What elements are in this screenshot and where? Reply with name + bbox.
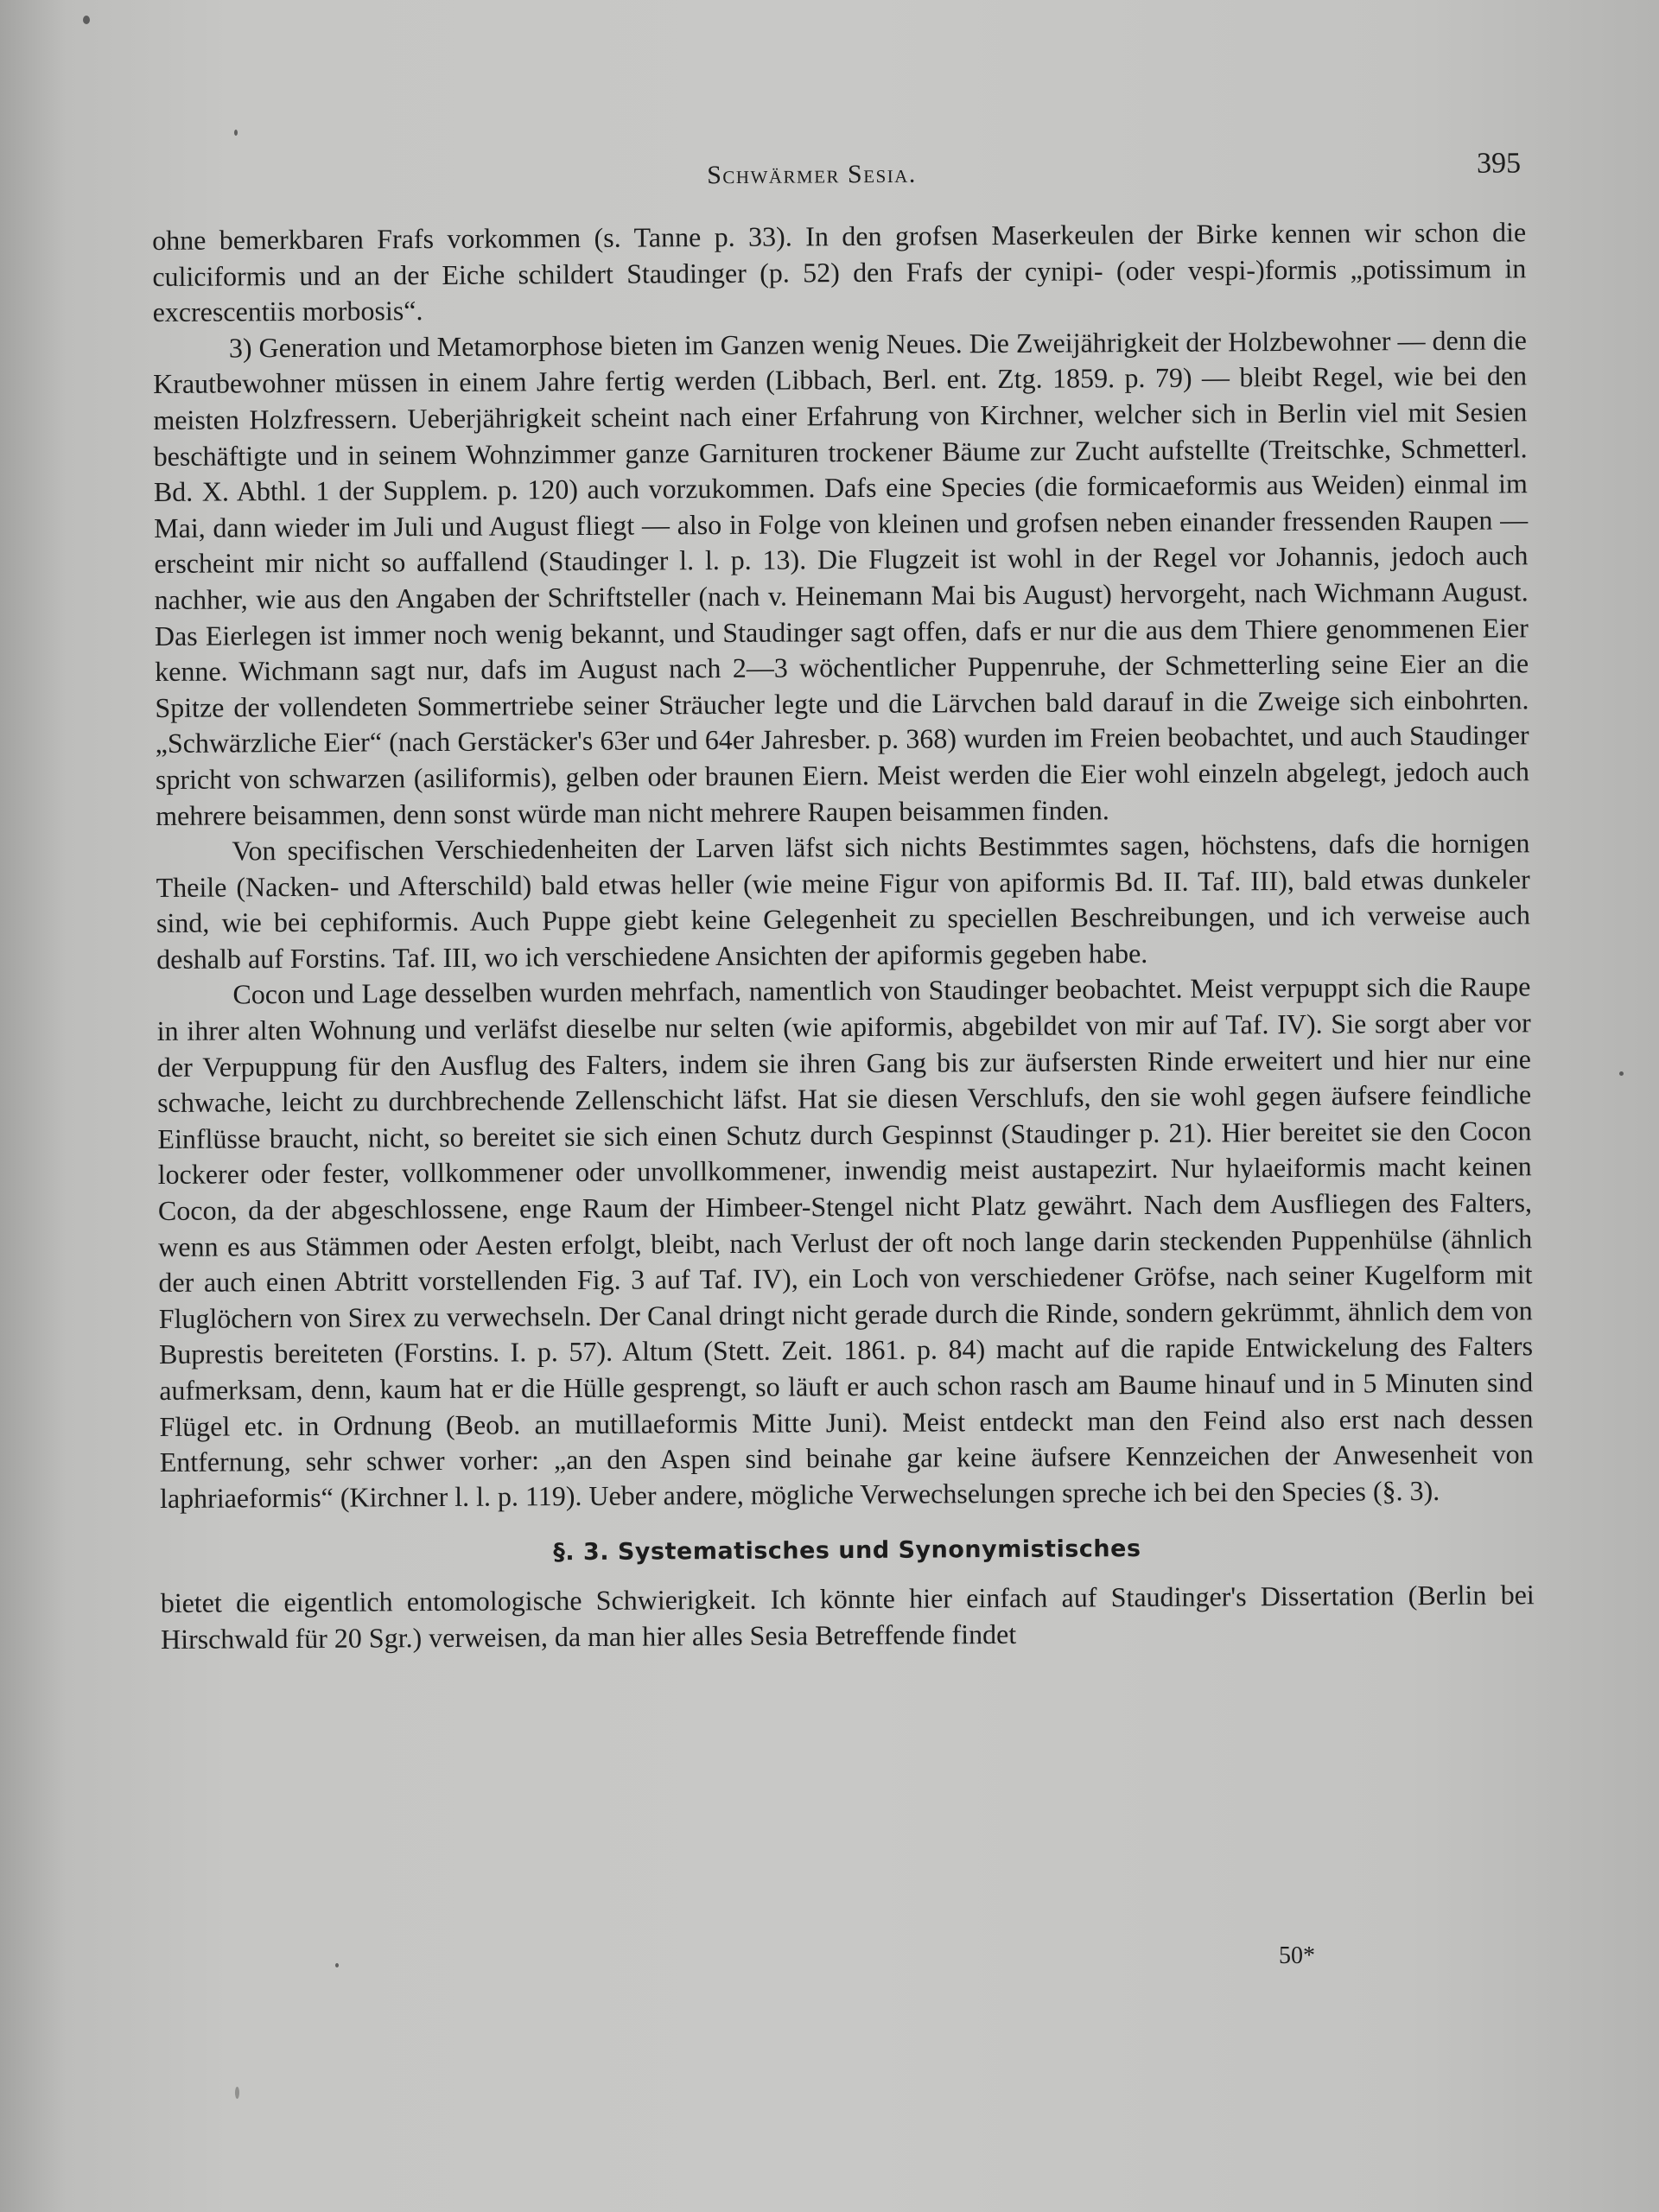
ink-speck <box>1619 1071 1624 1076</box>
body-text <box>152 214 1535 1657</box>
running-title: Schwärmer Sesia. <box>707 159 917 190</box>
section-heading: §. 3. Systematisches und Synonymistisches <box>553 1535 1141 1567</box>
paragraph-systematisches: bietet die eigentlich entomologische Schwierigkeit. Ich könnte hier einfach auf Staudinger's Dissertation (Berlin bei Hirschwald für 20 Sgr.) verweisen, da man hier alles Sesia Betreffende findet <box>160 1579 1535 1655</box>
ink-speck <box>83 16 90 24</box>
paragraph-cocon: Cocon und Lage desselben wurden mehrfach, namentlich von Staudinger beobachtet. Meist verpuppt sich die Raupe in ihrer alten Wohnung und verläfst dieselbe nur selten (wie apiformis, abgebildet von mir auf Taf. IV). Sie sorgt aber vor der Verpuppung für den Ausflug des Falters, indem sie ihren Gang bis zur äufsersten Rinde erweitert und hier nur eine schwache, leicht zu durchbrechende Zellenschicht läfst. Hat sie diesen Verschlufs, den sie wohl gegen äufsere feindliche Einflüsse braucht, nicht, so bereitet sie sich einen Schutz durch Gespinnst (Staudinger p. 21). Hier bereitet sie den Cocon lockerer oder fester, vollkommener oder unvollkommener, inwendig meist austapezirt. Nur hylaeiformis macht keinen Cocon, da der abgeschlossene, enge Raum der Himbeer-Stengel nicht Platz gewährt. Nach dem Ausfliegen des Falters, wenn es aus Stämmen oder Aesten erfolgt, bleibt, nach Verlust der oft noch lange darin steckenden Puppenhülse (ähnlich der auch einen Abtritt vorstellenden Fig. 3 auf Taf. IV), ein Loch von verschiedener Gröfse, nach seiner Kugelform mit Fluglöchern von Sirex zu verwechseln. Der Canal dringt nicht gerade durch die Rinde, sondern gekrümmt, ähnlich dem von Buprestis bereiteten (Forstins. I. p. 57). Altum (Stett. Zeit. 1861. p. 84) macht auf die rapide Entwickelung des Falters aufmerksam, denn, kaum hat er die Hülle gesprengt, so läuft er auch schon rasch am Baume hinauf und in 5 Minuten sind Flügel etc. in Ordnung (Beob. an mutillaeformis Mitte Juni). Meist entdeckt man den Feind also erst nach dessen Entfernung, sehr schwer vorher: „an den Aspen sind beinahe gar keine äufsere Kennzeichen der Anwesenheit von laphriaeformis“ (Kirchner l. l. p. 119). Ueber andere, mögliche Verwechselungen spreche ich bei den Species (§. 3). <box>156 970 1534 1514</box>
paragraph-continuation: ohne bemerkbaren Frafs vorkommen (s. Tanne p. 33). In den grofsen Maserkeulen der Birke kennen wir schon die culiciformis und an der Eiche schildert Staudinger (p. 52) den Frafs der cynipi- (oder vespi-)formis „potissimum in excrescentiis morbosis“. <box>152 216 1527 328</box>
paragraph-generation-metamorphose: 3) Generation und Metamorphose bieten im Ganzen wenig Neues. Die Zweijährigkeit der Holzbewohner — denn die Krautbewohner müssen in einem Jahre fertig werden (Libbach, Berl. ent. Ztg. 1859. p. 79) — bleibt Regel, wie bei den meisten Holzfressern. Ueberjährigkeit scheint nach einer Erfahrung von Kirchner, welcher sich in Berlin viel mit Sesien beschäftigte und in seinem Wohnzimmer ganze Garnituren trockener Bäume zur Zucht aufstellte (Treitschke, Schmetterl. Bd. X. Abthl. 1 der Supplem. p. 120) auch vorzukommen. Dafs eine Species (die formicaeformis aus Weiden) einmal im Mai, dann wieder im Juli und August fliegt — also in Folge von kleinen und grofsen neben einander fressenden Raupen — erscheint mir nicht so auffallend (Staudinger l. l. p. 13). Die Flugzeit ist wohl in der Regel vor Johannis, jedoch auch nachher, wie aus den Angaben der Schriftsteller (nach v. Heinemann Mai bis August) hervorgeht, nach Wichmann August. Das Eierlegen ist immer noch wenig bekannt, und Staudinger sagt offen, dafs er nur die aus dem Thiere genommenen Eier kenne. Wichmann sagt nur, dafs im August nach 2—3 wöchentlicher Puppenruhe, der Schmetterling seine Eier an die Spitze der vollendeten Sommertriebe seiner Sträucher legte und die Lärvchen bald darauf in die Zweige sich einbohrten. „Schwärzliche Eier“ (nach Gerstäcker's 63er und 64er Jahresber. p. 368) wurden im Freien beobachtet, und auch Staudinger spricht von schwarzen (asiliformis), gelben oder braunen Eiern. Meist werden die Eier wohl einzeln abgelegt, jedoch auch mehrere beisammen, denn sonst würde man nicht mehrere Raupen beisammen finden. <box>153 324 1530 831</box>
ink-speck <box>335 1963 339 1967</box>
page-number: 395 <box>1476 147 1522 180</box>
ink-speck <box>235 2087 239 2099</box>
running-head <box>173 147 1521 199</box>
paragraph-larven: Von specifischen Verschiedenheiten der Larven läfst sich nichts Bestimmtes sagen, höchstens, dafs die hornigen Theile (Nacken- und Afterschild) bald etwas heller (wie meine Figur von apiformis Bd. II. Taf. III), bald etwas dunkeler sind, wie bei cephiformis. Auch Puppe giebt keine Gelegenheit zu speciellen Beschreibungen, und ich verweise auch deshalb auf Forstins. Taf. III, wo ich verschiedene Ansichten der apiformis gegeben habe. <box>156 827 1531 975</box>
signature-mark: 50* <box>1279 1942 1315 1969</box>
ink-speck <box>234 130 238 136</box>
